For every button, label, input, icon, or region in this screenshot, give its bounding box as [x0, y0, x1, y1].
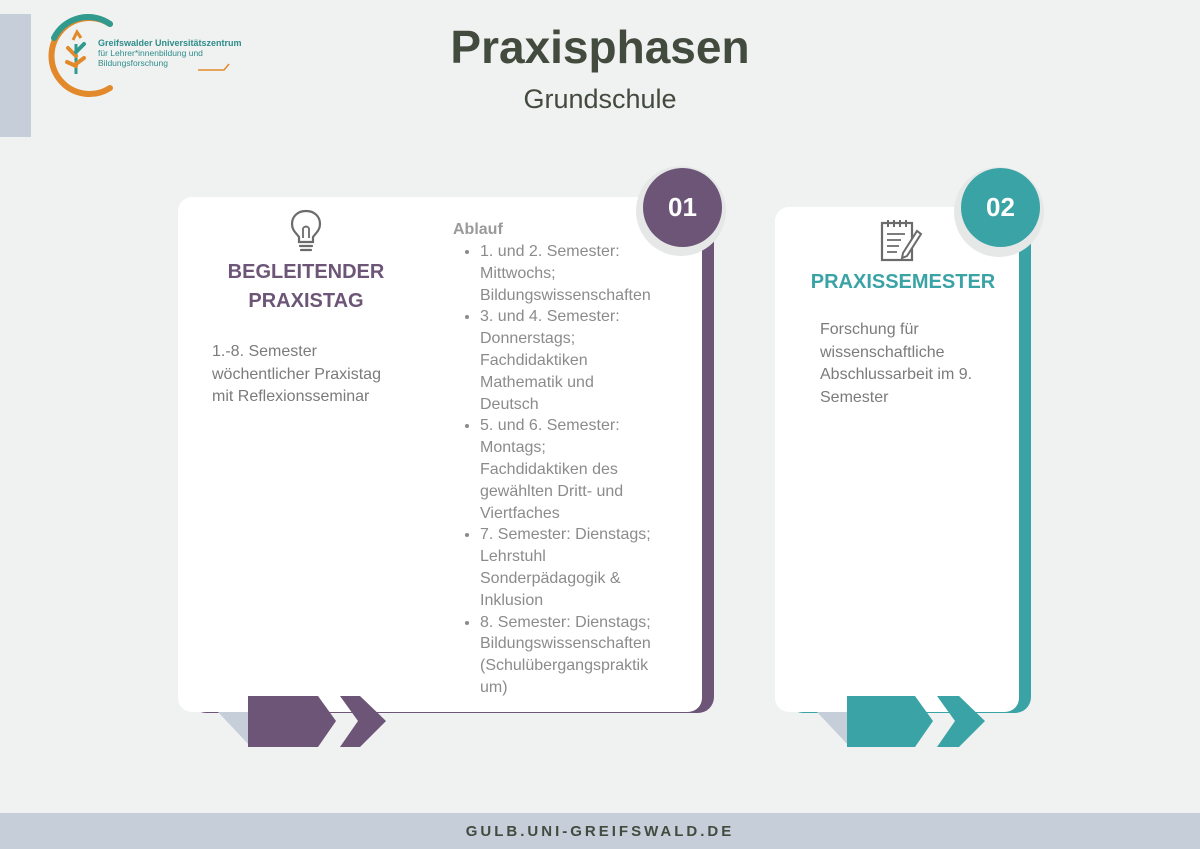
card2-body-line2: wissenschaftliche	[820, 343, 945, 361]
card2-arrow-icon	[813, 694, 989, 750]
ablauf-item-line: (Schulübergangspraktik	[480, 657, 649, 675]
card1-body-line3: mit Reflexionsseminar	[212, 388, 370, 405]
ablauf-item-line: Bildungswissenschaften	[480, 286, 651, 304]
ablauf-item-line: Montags;	[480, 439, 546, 457]
ablauf-item-line: Deutsch	[480, 395, 539, 413]
ablauf-item	[480, 241, 700, 306]
ablauf-item	[480, 306, 700, 415]
ablauf-item-line: gewählten Dritt- und	[480, 482, 624, 500]
ablauf-item-line: Mittwochs;	[480, 264, 556, 282]
ablauf-item-line: Bildungswissenschaften	[480, 635, 651, 653]
ablauf-item-line: Fachdidaktiken des	[480, 460, 618, 478]
ablauf-item-line: • 7. Semester: Dienstags;	[480, 526, 651, 544]
footer-url[interactable]: GULB.UNI-GREIFSWALD.DE	[465, 822, 735, 840]
ablauf-item	[480, 415, 700, 524]
ablauf-item-line: • 1. und 2. Semester:	[480, 243, 620, 260]
lightbulb-icon	[288, 208, 324, 254]
card1-heading	[178, 258, 434, 316]
logo-line3: Bildungsforschung	[98, 58, 168, 68]
card1-arrow-icon	[214, 694, 390, 750]
ablauf-item	[480, 612, 700, 699]
card1-heading-line1: BEGLEITENDER	[227, 261, 385, 283]
page-title: Praxisphasen	[450, 21, 750, 73]
ablauf-item-line: Lehrstuhl	[480, 548, 546, 566]
card1-body-line1: 1.-8. Semester	[212, 343, 317, 360]
ablauf-item-line: Fachdidaktiken	[480, 351, 588, 369]
ablauf-item-line: • 8. Semester: Dienstags;	[480, 613, 651, 631]
card2-body	[820, 319, 1010, 409]
ablauf-item-line: Mathematik und	[480, 373, 594, 391]
card2-body-line1: Forschung für	[820, 321, 919, 338]
ablauf-list	[453, 241, 700, 699]
ablauf-title: Ablauf	[453, 221, 503, 238]
page-subtitle: Grundschule	[523, 84, 677, 114]
footer-bar	[0, 813, 1200, 849]
ablauf-item-line: Viertfaches	[480, 504, 560, 522]
notepad-icon	[879, 217, 923, 263]
ablauf-item-line: Sonderpädagogik &	[480, 569, 621, 587]
ablauf-item-line: um)	[480, 678, 508, 696]
card2-body-line4: Semester	[820, 388, 889, 406]
card1-body-line2: wöchentlicher Praxistag	[212, 365, 381, 383]
ablauf-item-line: Donnerstags;	[480, 330, 576, 348]
card2-number-badge: 02	[961, 168, 1040, 247]
ablauf-item-line: Inklusion	[480, 591, 544, 609]
logo-line2: für Lehrer*innenbildung und	[98, 48, 203, 58]
card2-body-line3: Abschlussarbeit im 9.	[820, 366, 973, 383]
card1-body	[212, 341, 432, 409]
ablauf-item-line: • 5. und 6. Semester:	[480, 417, 620, 435]
ablauf-item-line: • 3. und 4. Semester:	[480, 308, 620, 326]
card1-number-badge: 01	[643, 168, 722, 247]
card1-heading-line2: PRAXISTAG	[248, 290, 364, 312]
ablauf-item	[480, 524, 700, 611]
card2-heading: PRAXISSEMESTER	[810, 271, 996, 293]
logo-line1: Greifswalder Universitätszentrum	[98, 38, 242, 48]
